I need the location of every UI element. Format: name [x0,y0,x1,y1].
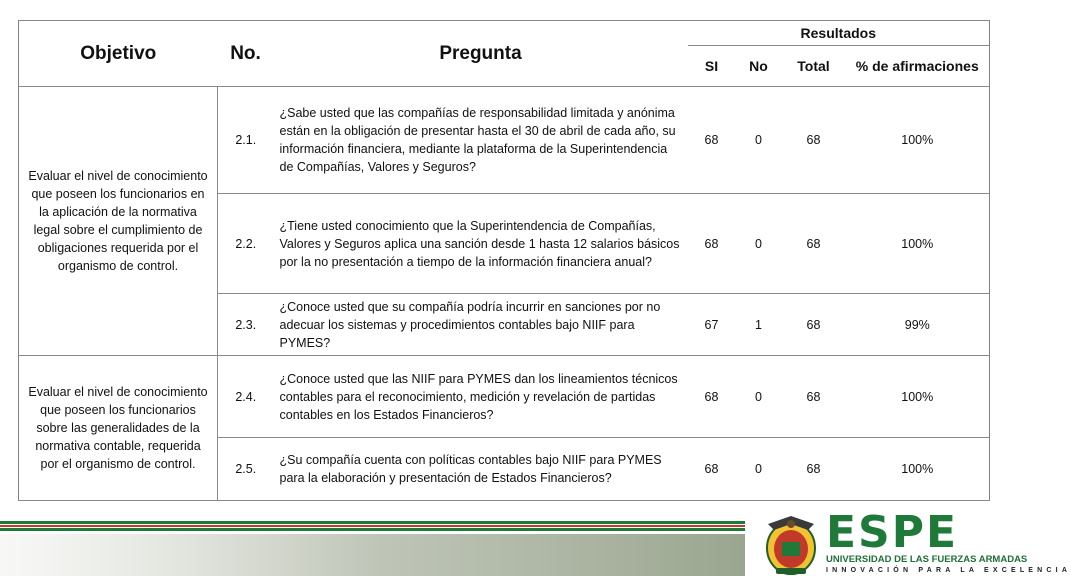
header-no: No [736,46,782,87]
header-objetivo: Objetivo [19,21,218,87]
results-table [18,20,990,501]
si-value: 68 [688,356,736,438]
question-text: ¿Su compañía cuenta con políticas contables bajo NIIF para PYMES para la elaboración y presentación de Estados Financieros? [274,438,688,501]
percentage-value: 100% [846,194,990,294]
table-row [19,87,990,194]
no-value: 1 [736,294,782,356]
objetivo-cell: Evaluar el nivel de conocimiento que poseen los funcionarios en la aplicación de la normativa legal sobre el cumplimiento de obligaciones requerida por el organismo de control. [19,87,218,356]
stripe-green-bottom [0,528,745,531]
no-value: 0 [736,438,782,501]
total-value: 68 [782,194,846,294]
header-si: SI [688,46,736,87]
no-value: 0 [736,87,782,194]
stripe-green-top [0,521,745,524]
question-number: 2.4. [218,356,274,438]
espe-logo [760,507,1071,576]
total-value: 68 [782,294,846,356]
question-text: ¿Tiene usted conocimiento que la Superintendencia de Compañías, Valores y Seguros aplica una sanción desde 1 hasta 12 salarios básicos por la no presentación a tiempo de la información financiera anual? [274,194,688,294]
total-value: 68 [782,438,846,501]
university-name: UNIVERSIDAD DE LAS FUERZAS ARMADAS [826,554,1028,565]
stripe-red [0,525,745,527]
header-total: Total [782,46,846,87]
objetivo-cell: Evaluar el nivel de conocimiento que poseen los funcionarios sobre las generalidades de la normativa contable, requerida por el organismo de control. [19,356,218,501]
university-motto: INNOVACIÓN PARA LA EXCELENCIA [826,567,1071,574]
header-porcentaje: % de afirmaciones [846,46,990,87]
si-value: 68 [688,87,736,194]
header-resultados: Resultados [688,21,990,46]
percentage-value: 100% [846,356,990,438]
question-number: 2.1. [218,87,274,194]
question-text: ¿Conoce usted que su compañía podría incurrir en sanciones por no adecuar los sistemas y procedimientos contables bajo NIIF para PYMES? [274,294,688,356]
table-row [19,356,990,438]
total-value: 68 [782,356,846,438]
question-number: 2.5. [218,438,274,501]
question-number: 2.2. [218,194,274,294]
question-number: 2.3. [218,294,274,356]
header-numero: No. [218,21,274,87]
stripe-grey-fade [0,534,745,576]
question-text: ¿Sabe usted que las compañías de responsabilidad limitada y anónima están en la obligación de presentar hasta el 30 de abril de cada año, su información financiera, mediante la plataforma de la Superintendencia de Compañías, Valores y Seguros? [274,87,688,194]
percentage-value: 99% [846,294,990,356]
header-pregunta: Pregunta [274,21,688,87]
total-value: 68 [782,87,846,194]
no-value: 0 [736,356,782,438]
percentage-value: 100% [846,87,990,194]
si-value: 67 [688,294,736,356]
espe-wordmark: ESPE [826,507,959,558]
espe-crest-icon [762,514,820,576]
si-value: 68 [688,438,736,501]
question-text: ¿Conoce usted que las NIIF para PYMES dan los lineamientos técnicos contables para el reconocimiento, medición y revelación de partidas contables en los Estados Financieros? [274,356,688,438]
footer-stripes [0,518,745,576]
results-table-container [18,20,989,501]
no-value: 0 [736,194,782,294]
percentage-value: 100% [846,438,990,501]
si-value: 68 [688,194,736,294]
